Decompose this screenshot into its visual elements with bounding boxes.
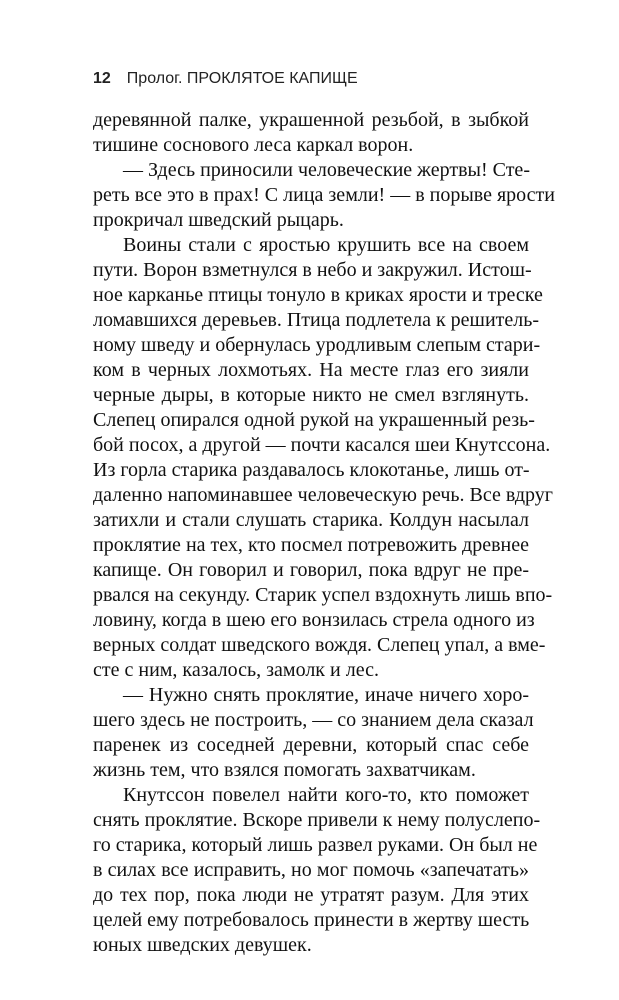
text-line: ному шведу и обернулась уродливым слепым стари- [93,334,541,356]
text-line: целей ему потребовалось принести в жертву шесть [93,909,530,931]
text-line: Из горла старика раздавалось клокотанье, лишь от- [93,459,530,481]
text-line: шего здесь не построить, — со знанием дела сказал [93,709,534,731]
text-line: прокричал шведский рыцарь. [93,209,344,231]
text-line: паренек из соседней деревни, который спас себе [93,734,529,756]
text-line: бой посох, а другой — почти касался шеи Кнутссона. [93,434,551,456]
running-title: Пролог. ПРОКЛЯТОЕ КАПИЩЕ [126,70,358,87]
text-line: тишине соснового леса каркал ворон. [93,134,414,156]
text-line: сте с ним, казалось, замолк и лес. [93,659,379,681]
text-line: ловину, когда в шею его вонзилась стрела одного из [93,609,535,631]
text-line: ное карканье птицы тонуло в криках ярости и треске [93,284,543,306]
text-line: го старика, который лишь развел руками. Он был не [93,834,538,856]
text-line: деревянной палке, украшенной резьбой, в зыбкой [93,109,529,131]
text-line: реть все это в прах! С лица земли! — в порыве ярости [93,184,555,206]
text-line: Слепец опирался одной рукой на украшенный резь- [93,409,535,431]
text-line: затихли и стали слушать старика. Колдун насылал [93,509,529,531]
text-line: рвался на секунду. Старик успел вздохнуть лишь впо- [93,584,553,606]
text-line: Кнутссон повелел найти кого-то, кто поможет [123,784,529,806]
text-line: до тех пор, пока люди не утратят разум. Для этих [93,884,529,906]
text-line: верных солдат шведского вождя. Слепец упал, а вме- [93,634,546,656]
text-line: проклятие на тех, кто посмел потревожить древнее [93,534,529,556]
text-line: ломавшихся деревьев. Птица подлетела к решитель- [93,309,540,331]
text-line: черные дыры, в которые никто не смел взглянуть. [93,384,529,406]
text-line: снять проклятие. Вскоре привели к нему полуслепо- [93,809,541,831]
body-text [93,108,555,958]
text-line: ком в черных лохмотьях. На месте глаз его зияли [93,359,529,381]
text-line: юных шведских девушек. [93,934,312,956]
text-line: жизнь тем, что взялся помогать захватчикам. [93,759,476,781]
text-line: — Здесь приносили человеческие жертвы! Сте- [123,159,530,181]
text-line: даленно напоминавшее человеческую речь. Все вдруг [93,484,553,506]
text-line: капище. Он говорил и говорил, пока вдруг не пре- [93,559,529,581]
running-header [93,70,533,88]
text-line: — Нужно снять проклятие, иначе ничего хоро- [123,684,529,706]
text-line: пути. Ворон взметнулся в небо и закружил. Истош- [93,259,532,281]
text-line: Воины стали с яростью крушить все на своем [123,234,529,256]
text-line: в силах все исправить, но мог помочь «запечатать» [93,859,529,881]
page-number: 12 [93,70,111,87]
